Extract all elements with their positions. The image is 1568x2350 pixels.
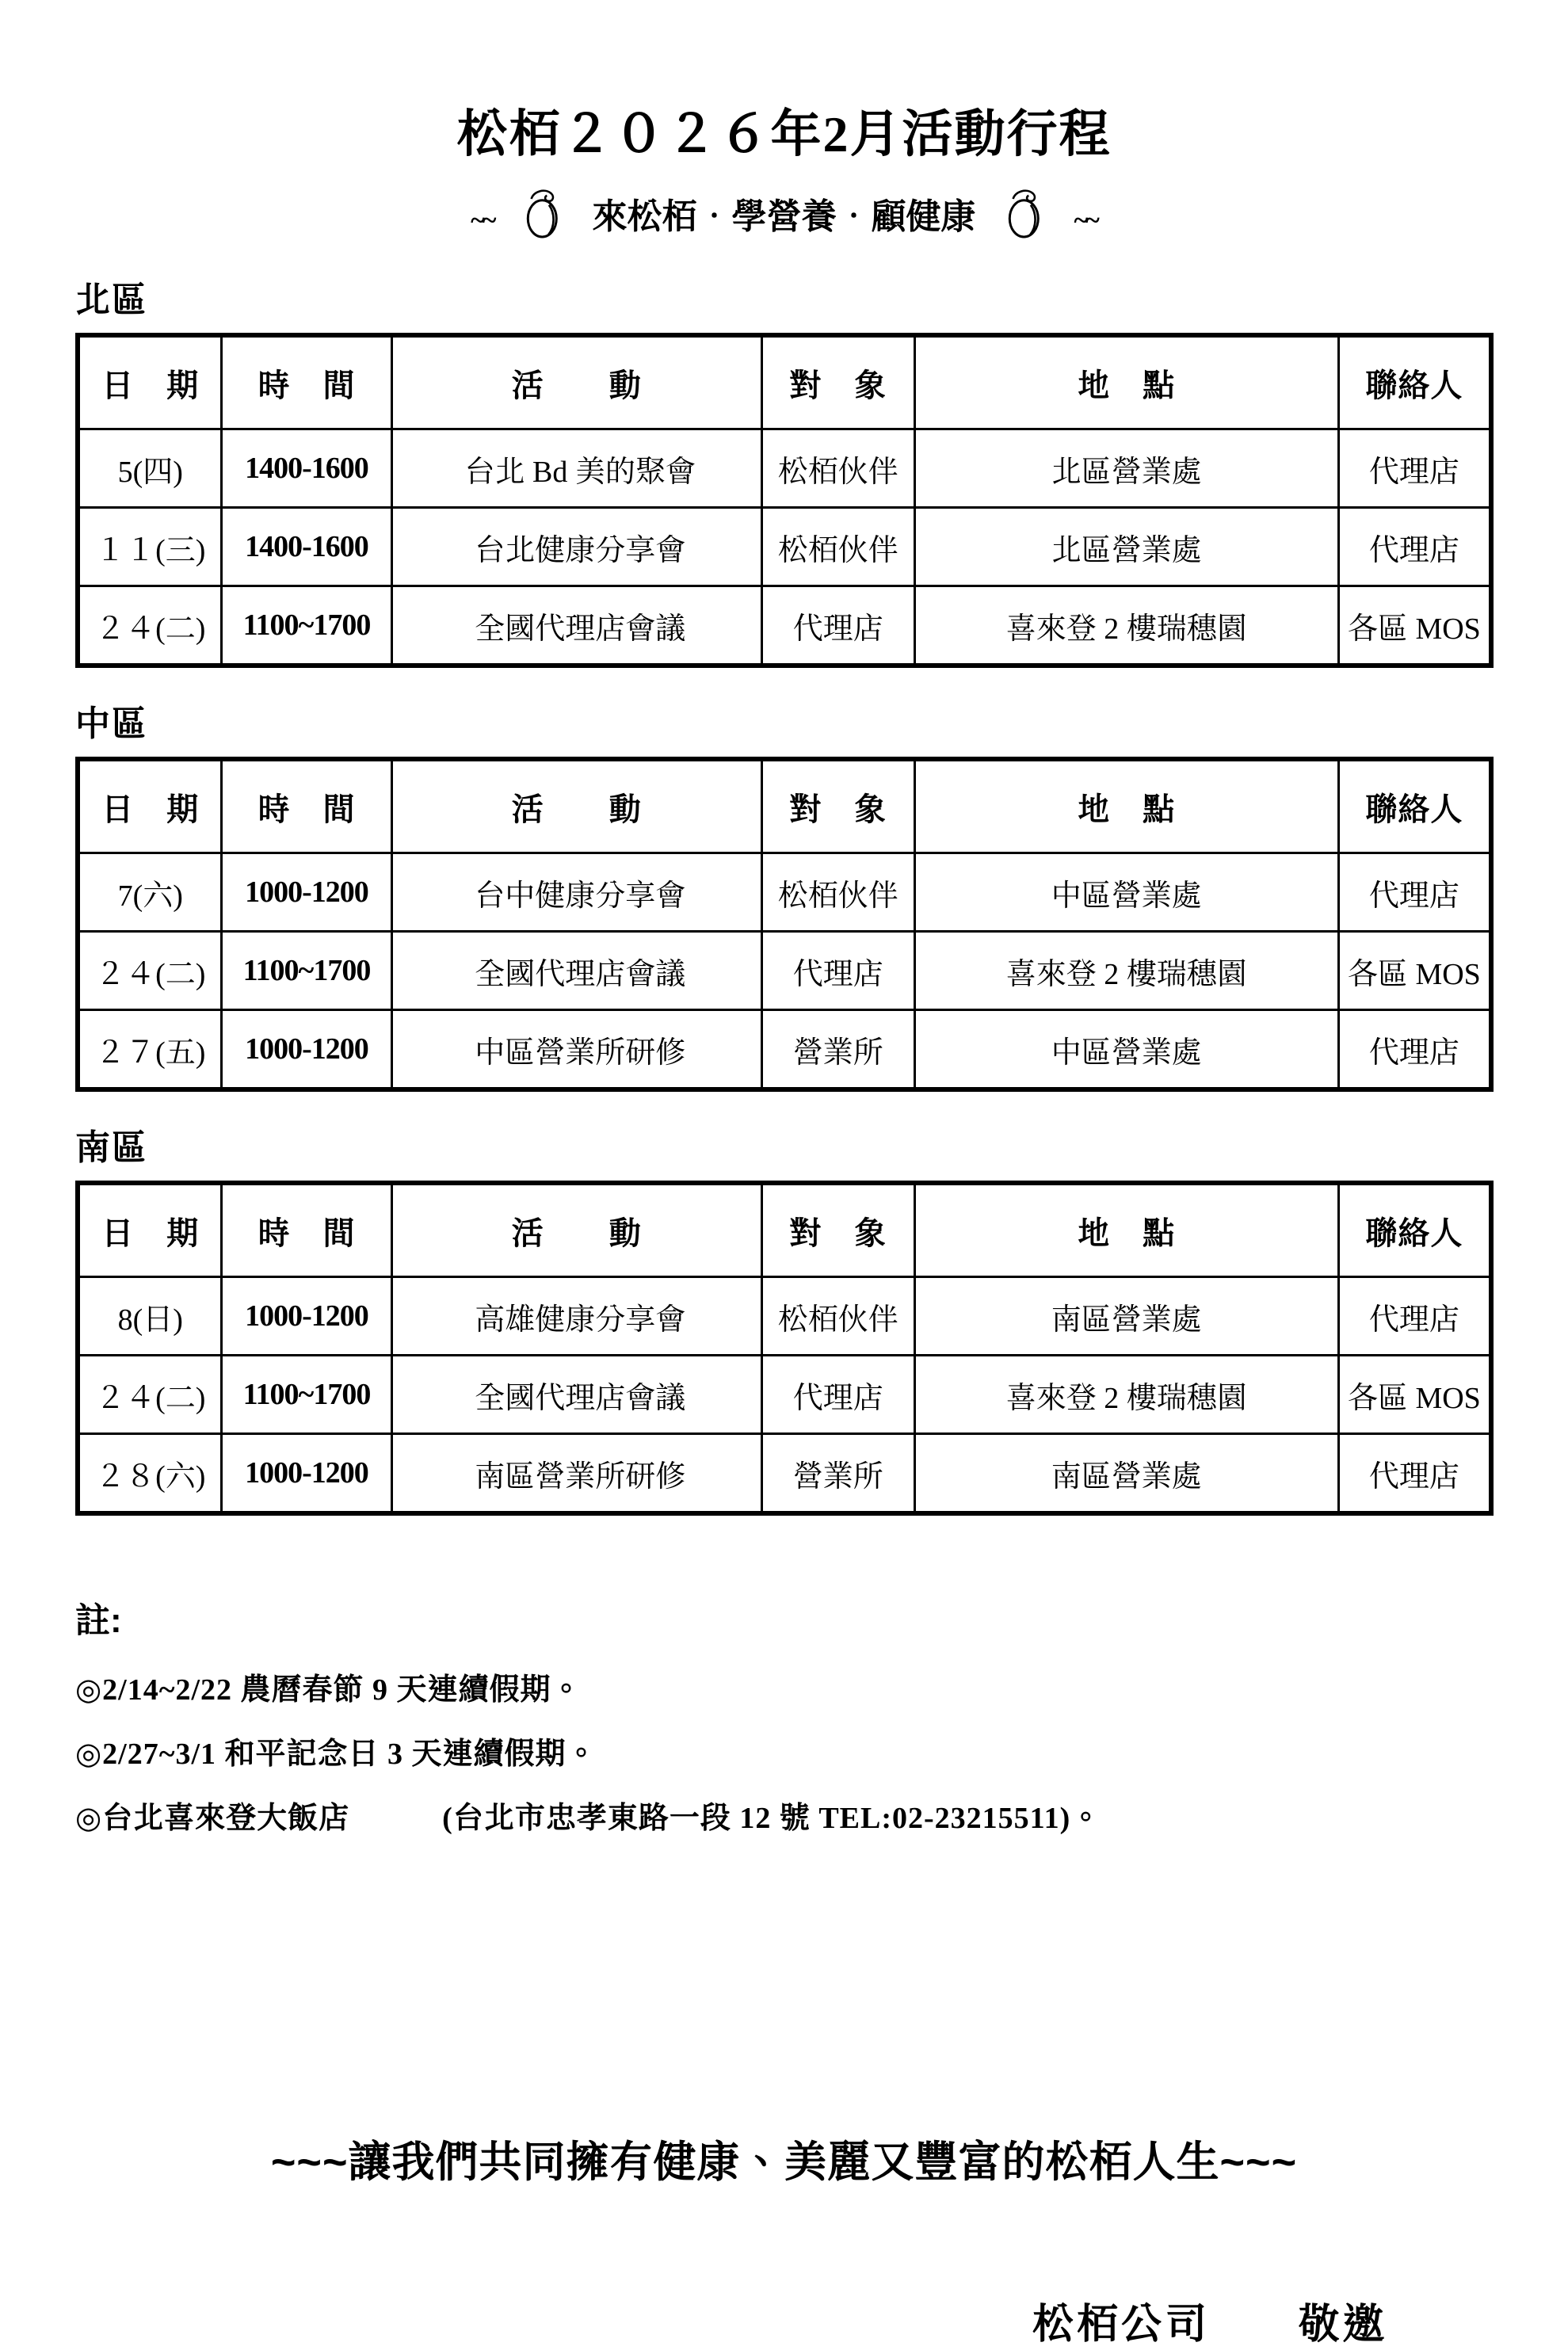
column-header-time: 時 間	[222, 335, 391, 429]
closing-slogan: ~~~讓我們共同擁有健康、美麗又豐富的松栢人生~~~	[270, 2138, 1298, 2186]
cell-activity: 台中健康分享會	[391, 853, 761, 932]
cell-audience: 松栢伙伴	[761, 853, 914, 932]
cell-time: 1100~1700	[222, 586, 391, 666]
cell-audience: 松栢伙伴	[761, 508, 914, 586]
cell-location: 北區營業處	[914, 508, 1338, 586]
cell-time: 1000-1200	[222, 1434, 391, 1514]
cell-audience: 營業所	[761, 1010, 914, 1090]
page-subtitle	[0, 187, 1568, 239]
cell-contact: 各區 MOS	[1338, 932, 1491, 1010]
cell-date: 7(六)	[78, 853, 222, 932]
cell-contact: 代理店	[1338, 508, 1491, 586]
table-row	[78, 1434, 1491, 1514]
cell-time: 1000-1200	[222, 1010, 391, 1090]
cell-date: ２８(六)	[78, 1434, 222, 1514]
table-row	[78, 1277, 1491, 1356]
cell-contact: 代理店	[1338, 853, 1491, 932]
cell-audience: 營業所	[761, 1434, 914, 1514]
tilde-ornament: ~~	[471, 206, 494, 235]
cell-time: 1400-1600	[222, 429, 391, 508]
cell-audience: 松栢伙伴	[761, 1277, 914, 1356]
subtitle-text: 來松栢．學營養．顧健康	[592, 197, 976, 236]
column-header-audience: 對 象	[761, 1183, 914, 1277]
cell-date: ２４(二)	[78, 1356, 222, 1434]
table-row	[78, 932, 1491, 1010]
schedule-table-central	[75, 757, 1494, 1092]
section-label-north: 北區	[75, 280, 148, 319]
cell-location: 喜來登 2 樓瑞穗園	[914, 1356, 1338, 1434]
column-header-location: 地 點	[914, 1183, 1338, 1277]
table-row	[78, 586, 1491, 666]
schedule-table-south	[75, 1181, 1494, 1516]
column-header-activity: 活 動	[391, 1183, 761, 1277]
column-header-contact: 聯絡人	[1338, 759, 1491, 853]
cell-activity: 台北 Bd 美的聚會	[391, 429, 761, 508]
column-header-time: 時 間	[222, 1183, 391, 1277]
column-header-date: 日 期	[78, 1183, 222, 1277]
cell-activity: 高雄健康分享會	[391, 1277, 761, 1356]
section-label-central: 中區	[75, 704, 148, 743]
table-row	[78, 1356, 1491, 1434]
column-header-location: 地 點	[914, 759, 1338, 853]
table-row	[78, 1010, 1491, 1090]
column-header-contact: 聯絡人	[1338, 1183, 1491, 1277]
cell-contact: 各區 MOS	[1338, 586, 1491, 666]
cell-date: １１(三)	[78, 508, 222, 586]
cell-location: 南區營業處	[914, 1434, 1338, 1514]
cell-location: 北區營業處	[914, 429, 1338, 508]
cell-activity: 全國代理店會議	[391, 932, 761, 1010]
cell-date: ２７(五)	[78, 1010, 222, 1090]
cell-time: 1100~1700	[222, 1356, 391, 1434]
table-row	[78, 508, 1491, 586]
plum-ornament-icon	[525, 187, 563, 239]
cell-date: ２４(二)	[78, 932, 222, 1010]
cell-contact: 代理店	[1338, 1277, 1491, 1356]
note-line-holiday-peace-day: ◎2/27~3/1 和平記念日 3 天連續假期。	[75, 1738, 597, 1771]
cell-location: 中區營業處	[914, 1010, 1338, 1090]
cell-date: ２４(二)	[78, 586, 222, 666]
note-line-holiday-cny: ◎2/14~2/22 農曆春節 9 天連續假期。	[75, 1673, 582, 1707]
column-header-activity: 活 動	[391, 335, 761, 429]
cell-time: 1400-1600	[222, 508, 391, 586]
cell-contact: 代理店	[1338, 1434, 1491, 1514]
cell-activity: 南區營業所研修	[391, 1434, 761, 1514]
cell-location: 南區營業處	[914, 1277, 1338, 1356]
column-header-audience: 對 象	[761, 759, 914, 853]
cell-activity: 全國代理店會議	[391, 1356, 761, 1434]
page-title: 松栢２０２６年2月活動行程	[456, 106, 1112, 162]
cell-contact: 各區 MOS	[1338, 1356, 1491, 1434]
column-header-date: 日 期	[78, 335, 222, 429]
header-row	[78, 759, 1491, 853]
cell-time: 1000-1200	[222, 853, 391, 932]
column-header-contact: 聯絡人	[1338, 335, 1491, 429]
cell-location: 中區營業處	[914, 853, 1338, 932]
cell-audience: 松栢伙伴	[761, 429, 914, 508]
cell-audience: 代理店	[761, 932, 914, 1010]
cell-contact: 代理店	[1338, 1010, 1491, 1090]
plum-ornament-icon	[1006, 187, 1044, 239]
cell-time: 1100~1700	[222, 932, 391, 1010]
cell-audience: 代理店	[761, 586, 914, 666]
cell-activity: 中區營業所研修	[391, 1010, 761, 1090]
section-label-south: 南區	[75, 1128, 148, 1167]
cell-contact: 代理店	[1338, 429, 1491, 508]
header-row	[78, 335, 1491, 429]
column-header-location: 地 點	[914, 335, 1338, 429]
cell-activity: 台北健康分享會	[391, 508, 761, 586]
notes-label: 註:	[75, 1601, 122, 1640]
header-row	[78, 1183, 1491, 1277]
table-row	[78, 429, 1491, 508]
cell-date: 5(四)	[78, 429, 222, 508]
document-page	[0, 93, 1568, 2348]
cell-activity: 全國代理店會議	[391, 586, 761, 666]
cell-audience: 代理店	[761, 1356, 914, 1434]
cell-location: 喜來登 2 樓瑞穗園	[914, 932, 1338, 1010]
cell-date: 8(日)	[78, 1277, 222, 1356]
tilde-ornament: ~~	[1074, 206, 1097, 235]
column-header-time: 時 間	[222, 759, 391, 853]
notes-section	[75, 1592, 1568, 1837]
column-header-audience: 對 象	[761, 335, 914, 429]
column-header-activity: 活 動	[391, 759, 761, 853]
company-signature: 松栢公司 敬邀	[1032, 2302, 1387, 2348]
cell-time: 1000-1200	[222, 1277, 391, 1356]
table-row	[78, 853, 1491, 932]
note-line-hotel-address: ◎台北喜來登大飯店 (台北市忠孝東路一段 12 號 TEL:02-23215511)。	[75, 1802, 1102, 1835]
cell-location: 喜來登 2 樓瑞穗園	[914, 586, 1338, 666]
column-header-date: 日 期	[78, 759, 222, 853]
schedule-table-north	[75, 333, 1494, 668]
